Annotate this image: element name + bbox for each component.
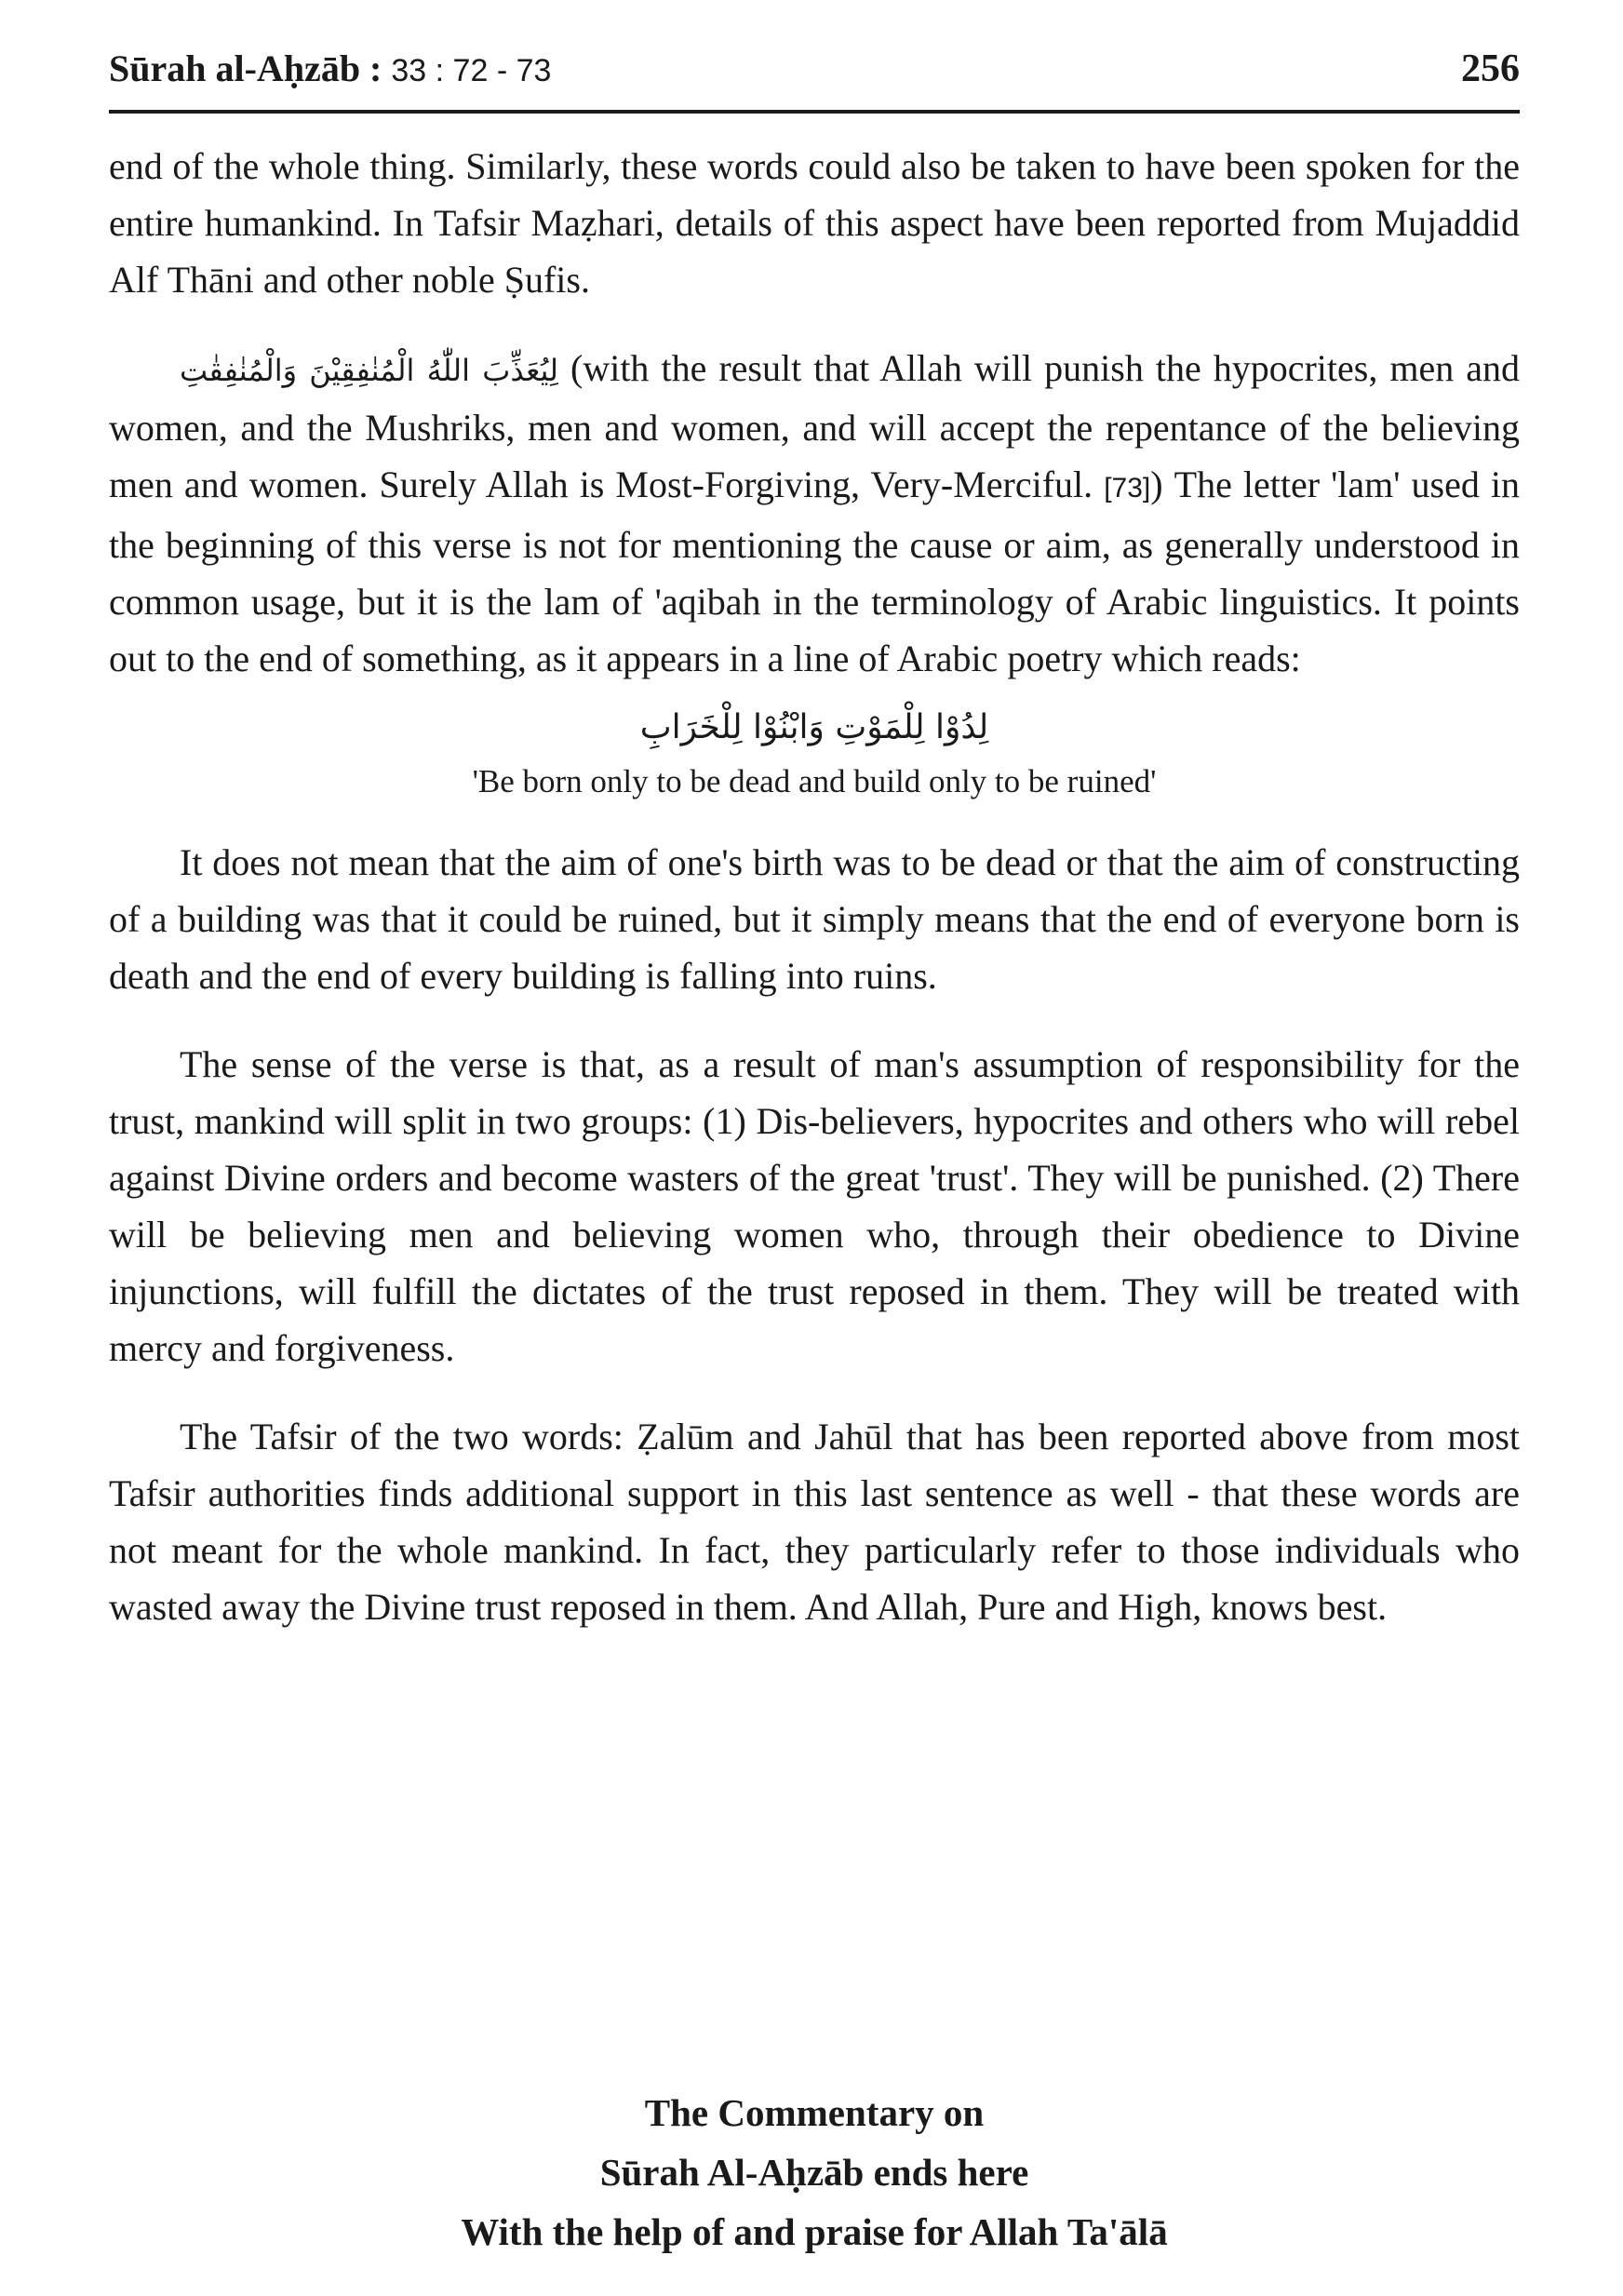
- closing-line-3: With the help of and praise for Allah Ta'ālā: [461, 2210, 1168, 2253]
- arabic-poetry-line: لِدُوْا لِلْمَوْتِ وَابْنُوْا لِلْخَرَابِ: [639, 708, 989, 746]
- verse-range: 33 : 72 - 73: [391, 53, 552, 88]
- paragraph-4: The sense of the verse is that, as a result of man's assumption of responsibility for the trust, mankind will split in two groups: (1) Dis-believers, hypocrites and others who will rebel against Divine orders and become wasters of the great 'trust'. They will be punished. (2) There will be believing men and believing women who, through their obedience to Divine injunctions, will fulfill the dictates of the trust reposed in them. They will be treated with mercy and forgiveness.: [109, 1043, 1520, 1369]
- page-number: 256: [1461, 47, 1520, 90]
- header-title-group: [109, 47, 551, 90]
- running-header: [109, 47, 1520, 104]
- paragraph-1: end of the whole thing. Similarly, these words could also be taken to have been spoken for the entire humankind. In Tafsir Maẓhari, details of this aspect have been reported from Mujaddid Alf Thāni and other noble Ṣufis.: [109, 145, 1520, 301]
- paragraph-3: It does not mean that the aim of one's birth was to be dead or that the aim of constructing of a building was that it could be ruined, but it simply means that the end of everyone born is death and the end of every building is falling into ruins.: [109, 841, 1520, 997]
- closing-statement: [109, 2083, 1520, 2262]
- arabic-verse-quote: لِيُعَذِّبَ اللّٰهُ الْمُنٰفِقِيْنَ وَالْمُنٰفِقٰتِ: [180, 353, 558, 388]
- closing-line-2: Sūrah Al-Aḥzāb ends here: [599, 2151, 1029, 2194]
- verse-reference: [73]: [1104, 473, 1151, 504]
- surah-title: Sūrah al-Aḥzāb :: [109, 47, 382, 89]
- lam-explanation: ) The letter 'lam' used in the beginning of this verse is not for mentioning the cause or aim, as generally understood in common usage, but it is the lam of 'aqibah in the terminology of Arabic linguistics. It points out to the end of something, as it appears in a line of Arabic poetry which reads:: [109, 463, 1520, 679]
- poetry-translation: 'Be born only to be dead and build only to be ruined': [472, 763, 1157, 799]
- paragraph-5: The Tafsir of the two words: Ẓalūm and Jahūl that has been reported above from most Tafsir authorities finds additional support in this last sentence as well - that these words are not meant for the whole mankind. In fact, they particularly refer to those individuals who wasted away the Divine trust reposed in them. And Allah, Pure and High, knows best.: [109, 1416, 1520, 1628]
- paragraph-2: [109, 340, 1520, 687]
- verse-translation: (with the result that Allah will punish the hypocrites, men and women, and the Mushriks, men and women, and will accept the repentance of the believing men and women. Surely Allah is Most-Forgiving, Very-Merciful.: [109, 347, 1521, 505]
- header-rule: [109, 110, 1520, 114]
- body-text: [109, 138, 1520, 1635]
- closing-line-1: The Commentary on: [644, 2091, 985, 2134]
